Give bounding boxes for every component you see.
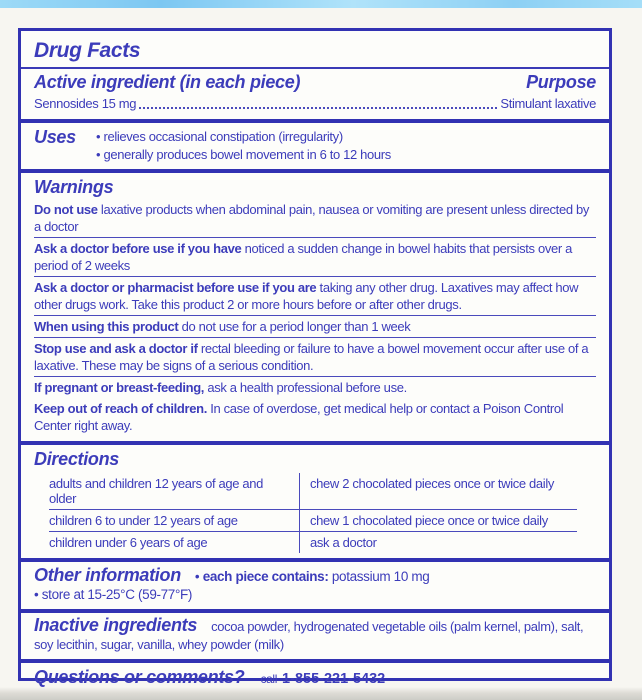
ingredient-name: Sennosides 15 mg <box>34 96 137 111</box>
section-warnings <box>21 169 609 441</box>
section-active-ingredient <box>21 67 609 119</box>
section-title <box>21 31 609 67</box>
inactive-ingredients-heading: Inactive ingredients <box>34 615 198 635</box>
active-ingredient-row <box>34 94 596 114</box>
uses-heading: Uses <box>34 127 76 147</box>
directions-row <box>49 473 577 509</box>
directions-dose-cell: chew 2 chocolated pieces once or twice daily <box>299 473 577 509</box>
uses-bullet: • relieves occasional constipation (irregularity) <box>96 128 391 146</box>
warning-stop-use: Stop use and ask a doctor if rectal bleeding or failure to have a bowel movement occur after use of a laxative. These may be signs of a serious condition. <box>34 337 596 376</box>
call-label: call <box>260 672 278 686</box>
section-uses <box>21 119 609 169</box>
section-other-information <box>21 558 609 609</box>
directions-table <box>49 473 577 553</box>
inactive-ingredients-list: cocoa powder, hydrogenated vegetable oils (palm kernel, palm), salt, soy lecithin, sugar, vanilla, whey powder (milk) <box>34 619 584 652</box>
warning-pregnant: If pregnant or breast-feeding, ask a health professional before use. <box>34 376 596 398</box>
section-directions <box>21 441 609 558</box>
directions-age-cell: adults and children 12 years of age and older <box>49 476 264 506</box>
warning-ask-doctor: Ask a doctor before use if you have noticed a sudden change in bowel habits that persists over a period of 2 weeks <box>34 237 596 276</box>
section-inactive-ingredients <box>21 609 609 659</box>
directions-age-cell: children under 6 years of age <box>49 535 208 550</box>
directions-heading: Directions <box>34 449 120 469</box>
ingredient-purpose: Stimulant laxative <box>500 96 596 111</box>
drug-facts-title: Drug Facts <box>34 39 141 62</box>
package-edge-strip <box>0 0 642 8</box>
questions-heading: Questions or comments? <box>34 667 245 687</box>
other-information-heading: Other information <box>34 565 181 585</box>
warning-keep-out-of-reach: Keep out of reach of children. In case of overdose, get medical help or contact a Poison Control Center right away. <box>34 401 564 433</box>
directions-dose-cell: ask a doctor <box>299 532 577 553</box>
dotted-leader <box>139 107 497 109</box>
warnings-heading: Warnings <box>34 177 114 197</box>
active-ingredient-heading: Active ingredient (in each piece) <box>34 72 301 92</box>
uses-bullet: • generally produces bowel movement in 6 to 12 hours <box>96 146 391 164</box>
active-ingredient-header-row <box>34 71 596 94</box>
uses-list <box>96 128 391 164</box>
drug-facts-panel <box>18 28 612 687</box>
directions-dose-cell: chew 1 chocolated piece once or twice daily <box>299 510 577 531</box>
directions-row <box>49 509 577 531</box>
warning-when-using: When using this product do not use for a period longer than 1 week <box>34 315 596 337</box>
phone-number: 1-855-221-5432 <box>282 671 386 687</box>
purpose-heading: Purpose <box>526 72 596 92</box>
directions-age-cell: children 6 to under 12 years of age <box>49 513 238 528</box>
other-info-storage: • store at 15-25°C (59-77°F) <box>34 586 596 604</box>
warning-do-not-use: Do not use laxative products when abdominal pain, nausea or vomiting are present unless directed by a doctor <box>34 202 589 234</box>
directions-row <box>49 531 577 553</box>
package-bottom-shadow <box>0 687 642 700</box>
other-info-piece-contains: • each piece contains: potassium 10 mg <box>195 568 430 586</box>
warning-ask-doctor-pharmacist: Ask a doctor or pharmacist before use if you are taking any other drug. Laxatives may affect how other drugs work. Take this product 2 or more hours before or after other drugs. <box>34 276 596 315</box>
